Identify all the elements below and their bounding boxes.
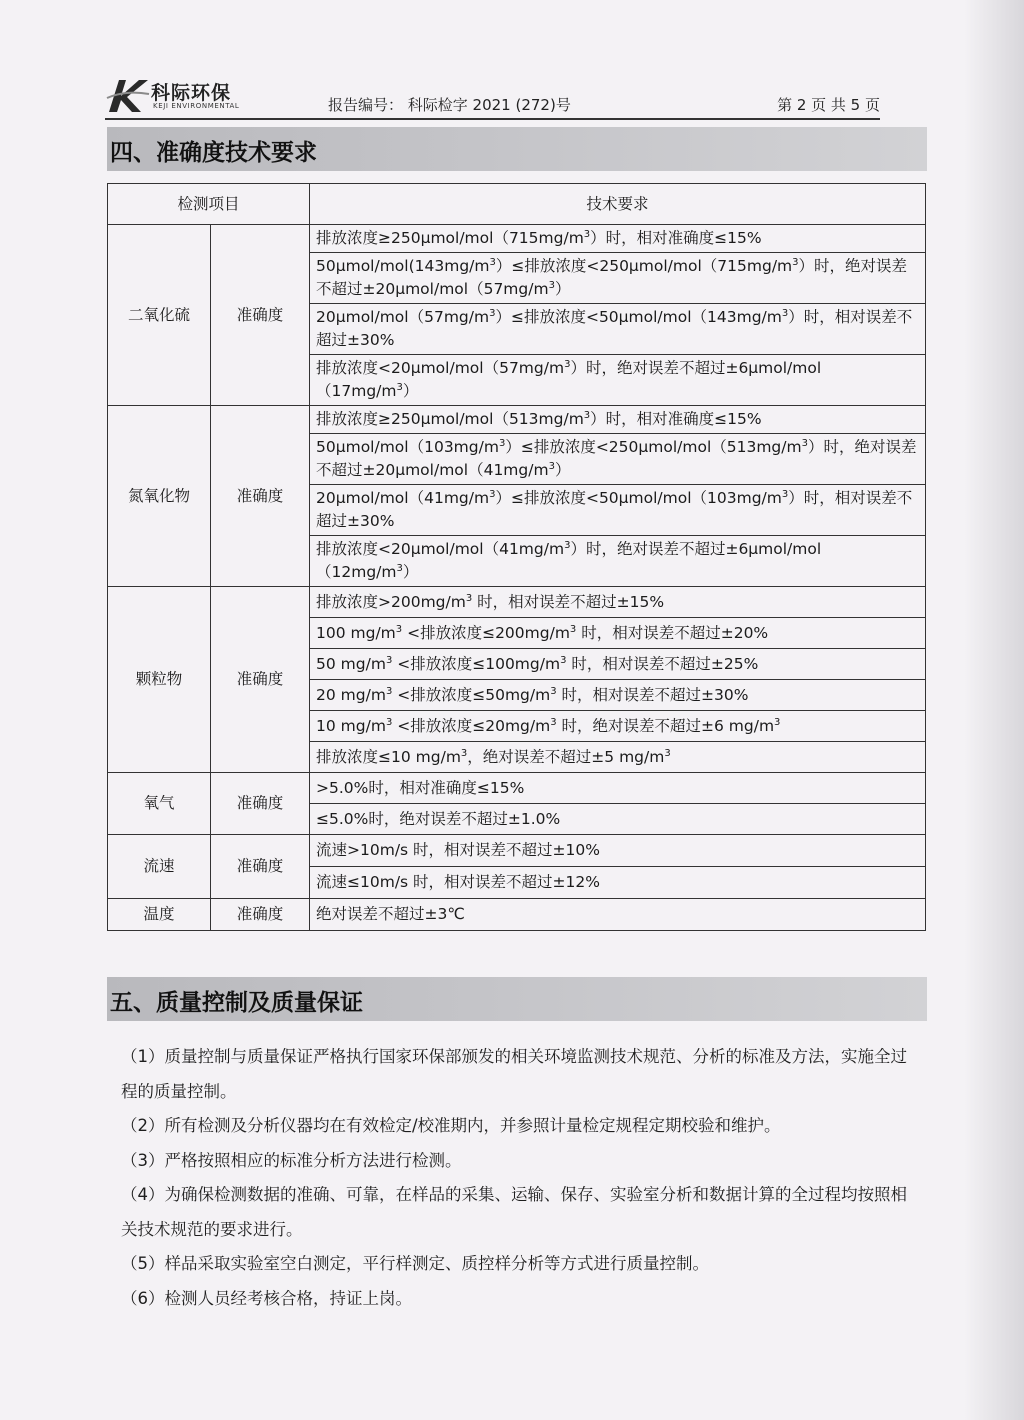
- scan-edge-shadow: [964, 0, 1024, 1420]
- requirement-cell: 绝对误差不超过±3℃: [310, 899, 926, 931]
- metric-cell: 准确度: [211, 835, 310, 899]
- requirement-cell: 排放浓度$\ge 250\mu mol/mol(715mg/m^3)$时，相对准确度≤15%: [310, 225, 926, 253]
- requirement-cell: $20\mu mol/mol(57mg/m^3)\le$排放浓度$<50\mu mol/mol(143mg/m^3)$时，相对误差不超过±30%: [310, 304, 926, 355]
- qc-item-2: （2）所有检测及分析仪器均在有效检定/校准期内，并参照计量检定规程定期校验和维护。: [121, 1116, 781, 1135]
- qc-item-1: （1）质量控制与质量保证严格执行国家环保部颁发的相关环境监测技术规范、分析的标准及方法，实施全过程的质量控制。: [121, 1047, 907, 1101]
- table-header-row: [108, 184, 926, 225]
- test-item-cell: 二氧化硫: [108, 225, 211, 406]
- logo-text-cn: 科际环保: [151, 82, 232, 104]
- requirement-cell: ≤5.0%时，绝对误差不超过±1.0%: [310, 804, 926, 835]
- requirement-cell: 流速>10m/s 时，相对误差不超过±10%: [310, 835, 926, 867]
- test-item-cell: 氮氧化物: [108, 406, 211, 587]
- metric-cell: 准确度: [211, 773, 310, 835]
- requirement-cell: 排放浓度$\ge 250\mu mol/mol(513mg/m^3)$时，相对准确度≤15%: [310, 406, 926, 434]
- table-row: [108, 406, 926, 434]
- qc-item-5: （5）样品采取实验室空白测定，平行样测定、质控样分析等方式进行质量控制。: [121, 1254, 709, 1273]
- requirement-cell: 10 $mg/m^3$ <排放浓度$\le 20mg/m^3$ 时，绝对误差不超过±6 $mg/m^3$: [310, 711, 926, 742]
- qc-item-6: （6）检测人员经考核合格，持证上岗。: [121, 1288, 412, 1308]
- requirement-cell: $50\mu mol/mol(143mg/m^3)\le$排放浓度$<250\mu mol/mol(715mg/m^3)$时，绝对误差不超过$\pm 20\mu mol/mol(57mg/m^3)$: [310, 253, 926, 304]
- test-item-cell: 温度: [108, 899, 211, 931]
- requirement-cell: 排放浓度$<20\mu mol/mol(41mg/m^3)$时，绝对误差不超过$\pm 6\mu mol/mol(12mg/m^3)$: [310, 536, 926, 587]
- section-5-heading: [107, 977, 927, 1021]
- column-header-item: 检测项目: [108, 184, 310, 225]
- qc-item-3: （3）严格按照相应的标准分析方法进行检测。: [121, 1150, 462, 1170]
- table-row: [108, 899, 926, 931]
- metric-cell: 准确度: [211, 225, 310, 406]
- keji-logo-icon: [105, 76, 151, 116]
- section-5-title: 五、质量控制及质量保证: [110, 990, 363, 1016]
- metric-cell: 准确度: [211, 406, 310, 587]
- metric-cell: 准确度: [211, 899, 310, 931]
- test-item-cell: 流速: [108, 835, 211, 899]
- requirement-cell: 排放浓度$>200mg/m^3$ 时，相对误差不超过±15%: [310, 587, 926, 618]
- test-item-cell: 颗粒物: [108, 587, 211, 773]
- page-header: [105, 72, 880, 118]
- section-4-heading: [107, 127, 927, 171]
- test-item-cell: 氧气: [108, 773, 211, 835]
- table-row: [108, 225, 926, 253]
- company-logo: [105, 76, 275, 116]
- quality-control-list: [113, 1040, 923, 1316]
- table-row: [108, 773, 926, 804]
- accuracy-requirements-table: [107, 183, 926, 931]
- requirement-cell: 排放浓度$<20\mu mol/mol(57mg/m^3)$时，绝对误差不超过$\pm 6\mu mol/mol(17mg/m^3)$: [310, 355, 926, 406]
- section-4-title: 四、准确度技术要求: [110, 140, 317, 166]
- requirement-cell: 20 $mg/m^3$ <排放浓度$\le 50mg/m^3$ 时，相对误差不超过±30%: [310, 680, 926, 711]
- page-number: 第 2 页 共 5 页: [777, 96, 880, 114]
- report-number: 报告编号： 科际检字 2021 (272)号: [328, 96, 571, 114]
- requirement-cell: 50 $mg/m^3$ <排放浓度$\le 100mg/m^3$ 时，相对误差不超过±25%: [310, 649, 926, 680]
- column-header-requirement: 技术要求: [310, 184, 926, 225]
- qc-item-4: （4）为确保检测数据的准确、可靠，在样品的采集、运输、保存、实验室分析和数据计算的全过程均按照相关技术规范的要求进行。: [121, 1185, 907, 1239]
- requirement-cell: $20\mu mol/mol(41mg/m^3)\le$排放浓度$<50\mu mol/mol(103mg/m^3)$时，相对误差不超过±30%: [310, 485, 926, 536]
- requirement-cell: 排放浓度≤10 $mg/m^3$，绝对误差不超过±5 $mg/m^3$: [310, 742, 926, 773]
- table-row: [108, 835, 926, 867]
- metric-cell: 准确度: [211, 587, 310, 773]
- logo-text-en: KEJI ENVIRONMENTAL: [153, 102, 240, 110]
- requirement-cell: 流速≤10m/s 时，相对误差不超过±12%: [310, 867, 926, 899]
- requirement-cell: 100 $mg/m^3$ <排放浓度$\le 200mg/m^3$ 时，相对误差不超过±20%: [310, 618, 926, 649]
- table-row: [108, 587, 926, 618]
- header-divider: [105, 118, 880, 120]
- requirement-cell: $50\mu mol/mol(103mg/m^3)\le$排放浓度$<250\mu mol/mol(513mg/m^3)$时，绝对误差不超过$\pm 20\mu mol/mol(41mg/m^3)$: [310, 434, 926, 485]
- requirement-cell: >5.0%时，相对准确度≤15%: [310, 773, 926, 804]
